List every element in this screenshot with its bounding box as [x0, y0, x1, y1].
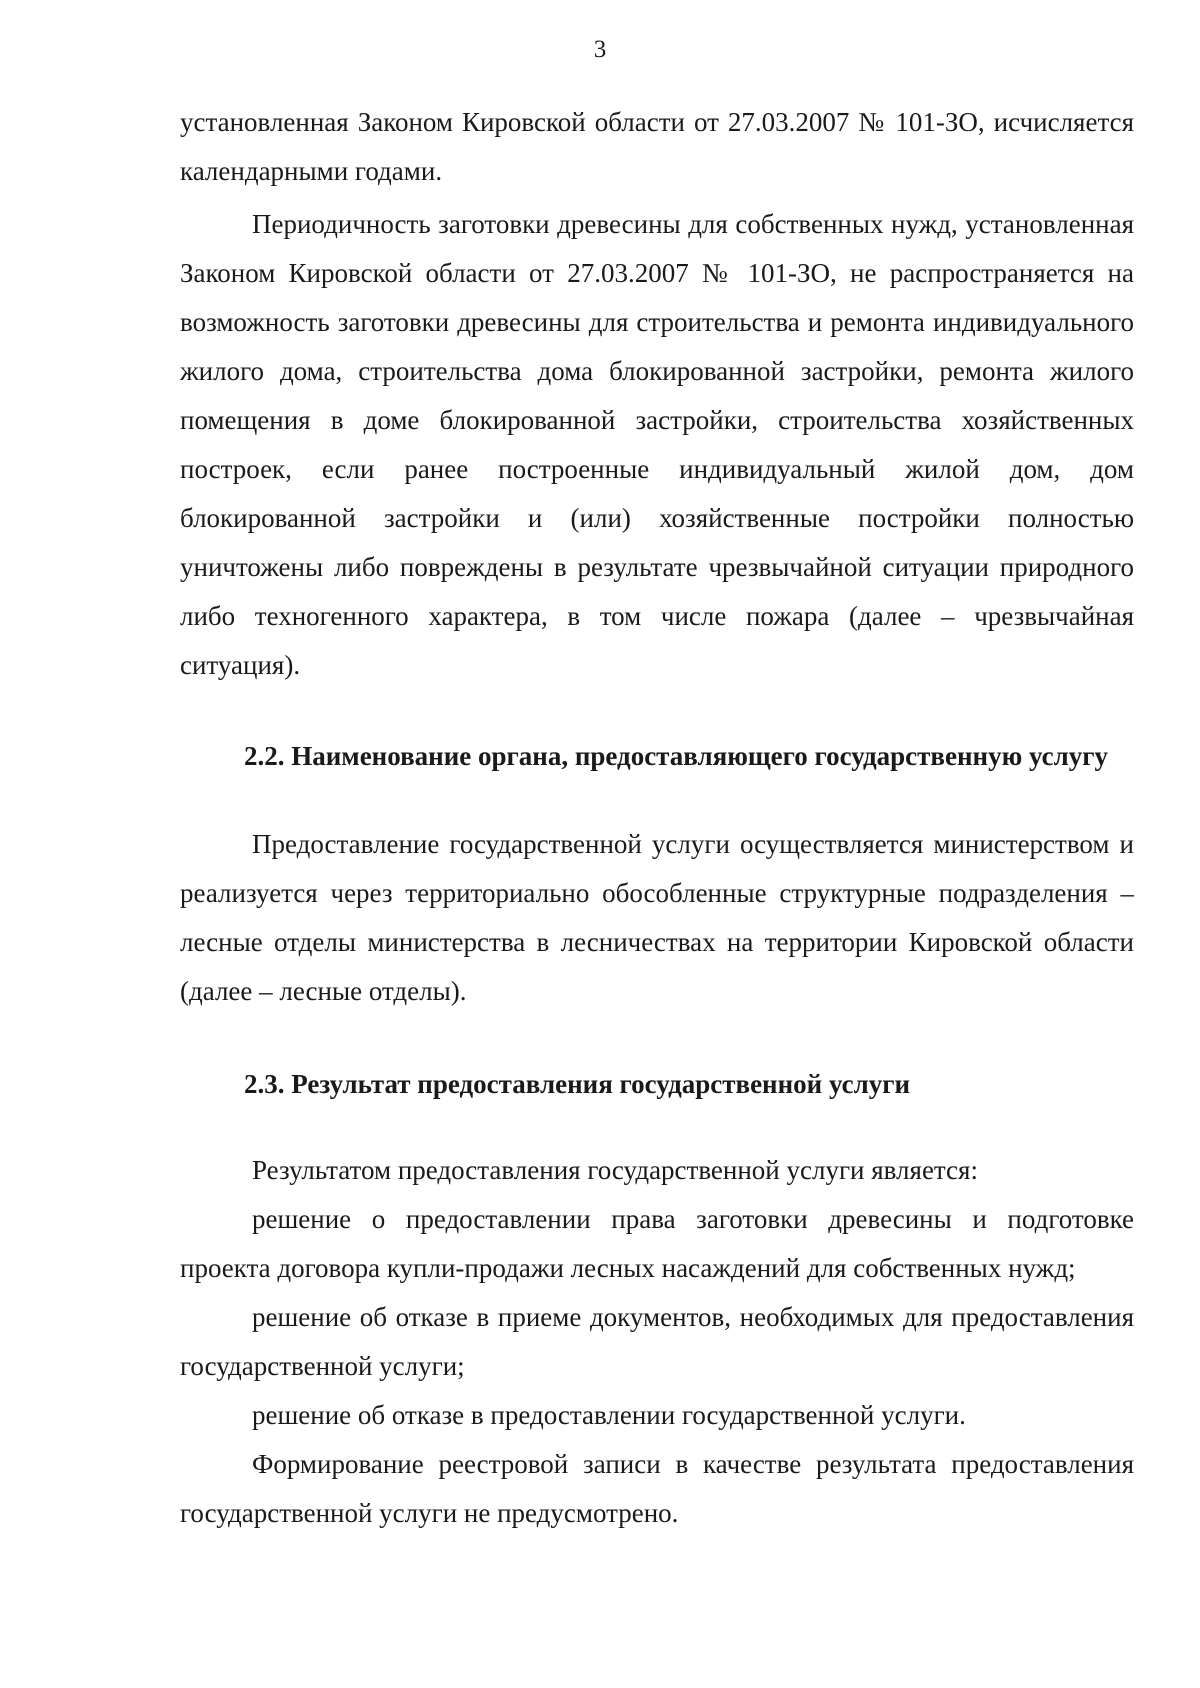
document-body: [180, 98, 1134, 1538]
page-number: 3: [593, 36, 607, 63]
intro-continuation-paragraph: установленная Законом Кировской области от 27.03.2007 № 101-ЗО, исчисляется календарными годами.: [180, 107, 1134, 186]
periodicity-paragraph: Периодичность заготовки древесины для собственных нужд, установленная Законом Кировской области от 27.03.2007 № 101-ЗО, не распространяется на возможность заготовки древесины для строительства и ремонта индивидуального жилого дома, строительства дома блокированной застройки, ремонта жилого помещения в доме блокированной застройки, строительства хозяйственных построек, если ранее построенные индивидуальный жилой дом, дом блокированной застройки и (или) хозяйственные постройки полностью уничтожены либо повреждены в результате чрезвычайной ситуации природного либо техногенного характера, в том числе пожара (далее – чрезвычайная ситуация).: [180, 209, 1134, 680]
section-2-3-item-3: решение об отказе в предоставлении государственной услуги.: [252, 1400, 966, 1430]
section-2-3-note: Формирование реестровой записи в качестве результата предоставления государственной услуги не предусмотрено.: [180, 1449, 1134, 1528]
section-2-2-heading: 2.2. Наименование органа, предоставляющего государственную услугу: [244, 741, 1109, 771]
section-2-3-item-1: решение о предоставлении права заготовки древесины и подготовке проекта договора купли-продажи лесных насаждений для собственных нужд;: [180, 1204, 1134, 1283]
section-2-3-item-2: решение об отказе в приеме документов, необходимых для предоставления государственной услуги;: [180, 1302, 1134, 1381]
section-2-3-heading: 2.3. Результат предоставления государственной услуги: [244, 1069, 911, 1099]
section-2-3-intro: Результатом предоставления государственной услуги является:: [252, 1155, 978, 1185]
section-2-2-paragraph: Предоставление государственной услуги осуществляется министерством и реализуется через территориально обособленные структурные подразделения – лесные отделы министерства в лесничествах на территории Кировской области (далее – лесные отделы).: [180, 829, 1134, 1006]
